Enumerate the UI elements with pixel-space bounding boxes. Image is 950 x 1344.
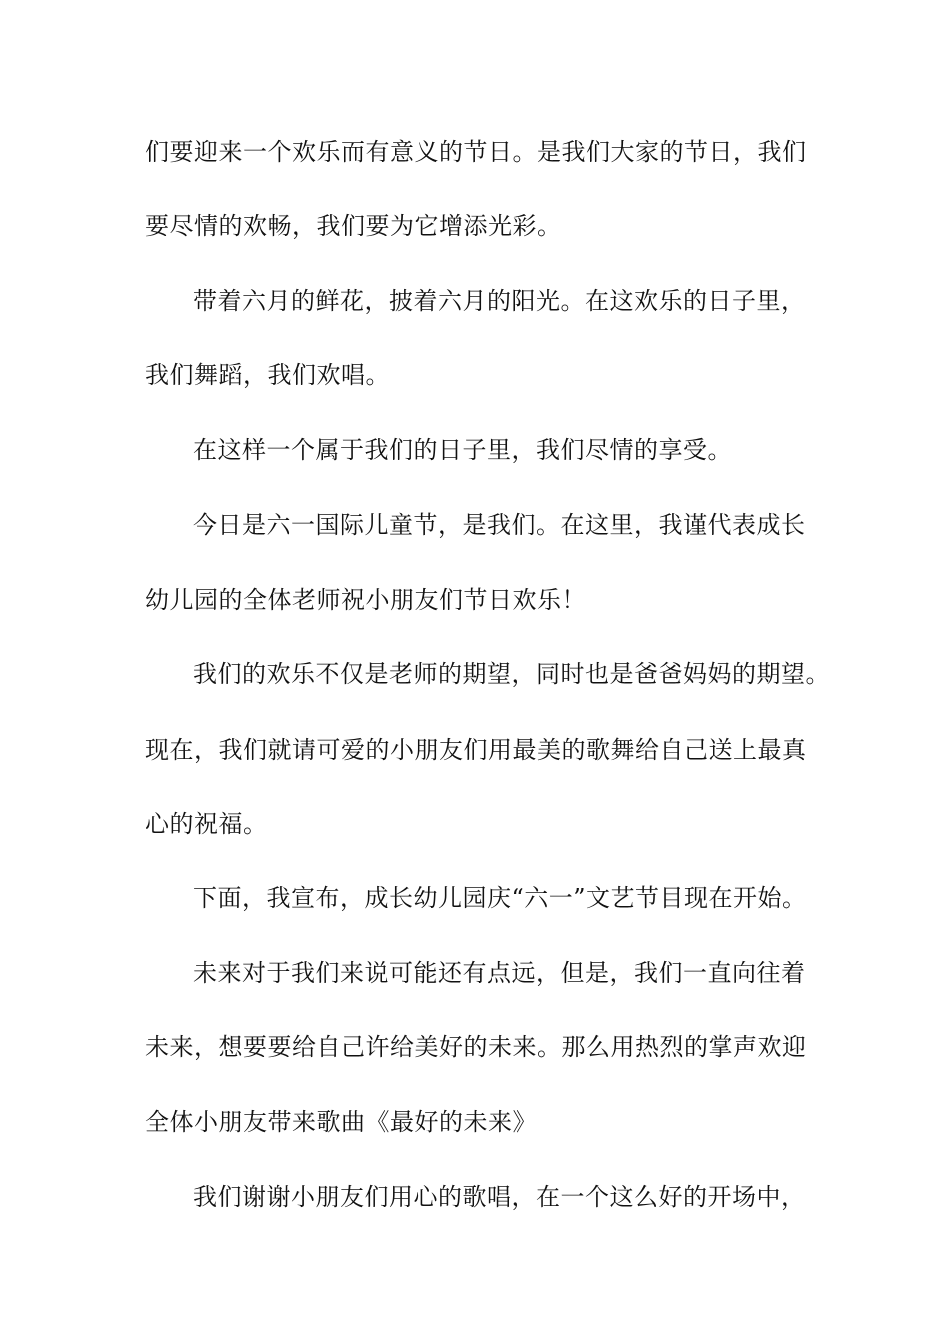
text-line: 心的祝福。: [145, 810, 268, 838]
text-line: 我们舞蹈，我们欢唱。: [145, 361, 390, 389]
text-line: 下面，我宣布，成长幼儿园庆“六一”文艺节目现在开始。: [193, 884, 807, 912]
text-line: 们要迎来一个欢乐而有意义的节日。是我们大家的节日，我们: [145, 138, 807, 166]
text-line: 要尽情的欢畅，我们要为它增添光彩。: [145, 212, 562, 240]
text-line: 全体小朋友带来歌曲《最好的未来》: [145, 1108, 537, 1136]
text-line: 今日是六一国际儿童节，是我们。在这里，我谨代表成长: [193, 511, 806, 539]
text-line: 带着六月的鲜花，披着六月的阳光。在这欢乐的日子里，: [193, 287, 806, 315]
text-line: 未来，想要要给自己许给美好的未来。那么用热烈的掌声欢迎: [145, 1033, 807, 1061]
text-line: 在这样一个属于我们的日子里，我们尽情的享受。: [193, 436, 732, 464]
text-line: 现在，我们就请可爱的小朋友们用最美的歌舞给自己送上最真: [145, 736, 807, 764]
text-line: 我们的欢乐不仅是老师的期望，同时也是爸爸妈妈的期望。: [193, 660, 830, 688]
text-line: 我们谢谢小朋友们用心的歌唱，在一个这么好的开场中，: [193, 1183, 806, 1211]
text-line: 幼儿园的全体老师祝小朋友们节日欢乐！: [145, 586, 586, 614]
text-line: 未来对于我们来说可能还有点远，但是，我们一直向往着: [193, 959, 806, 987]
